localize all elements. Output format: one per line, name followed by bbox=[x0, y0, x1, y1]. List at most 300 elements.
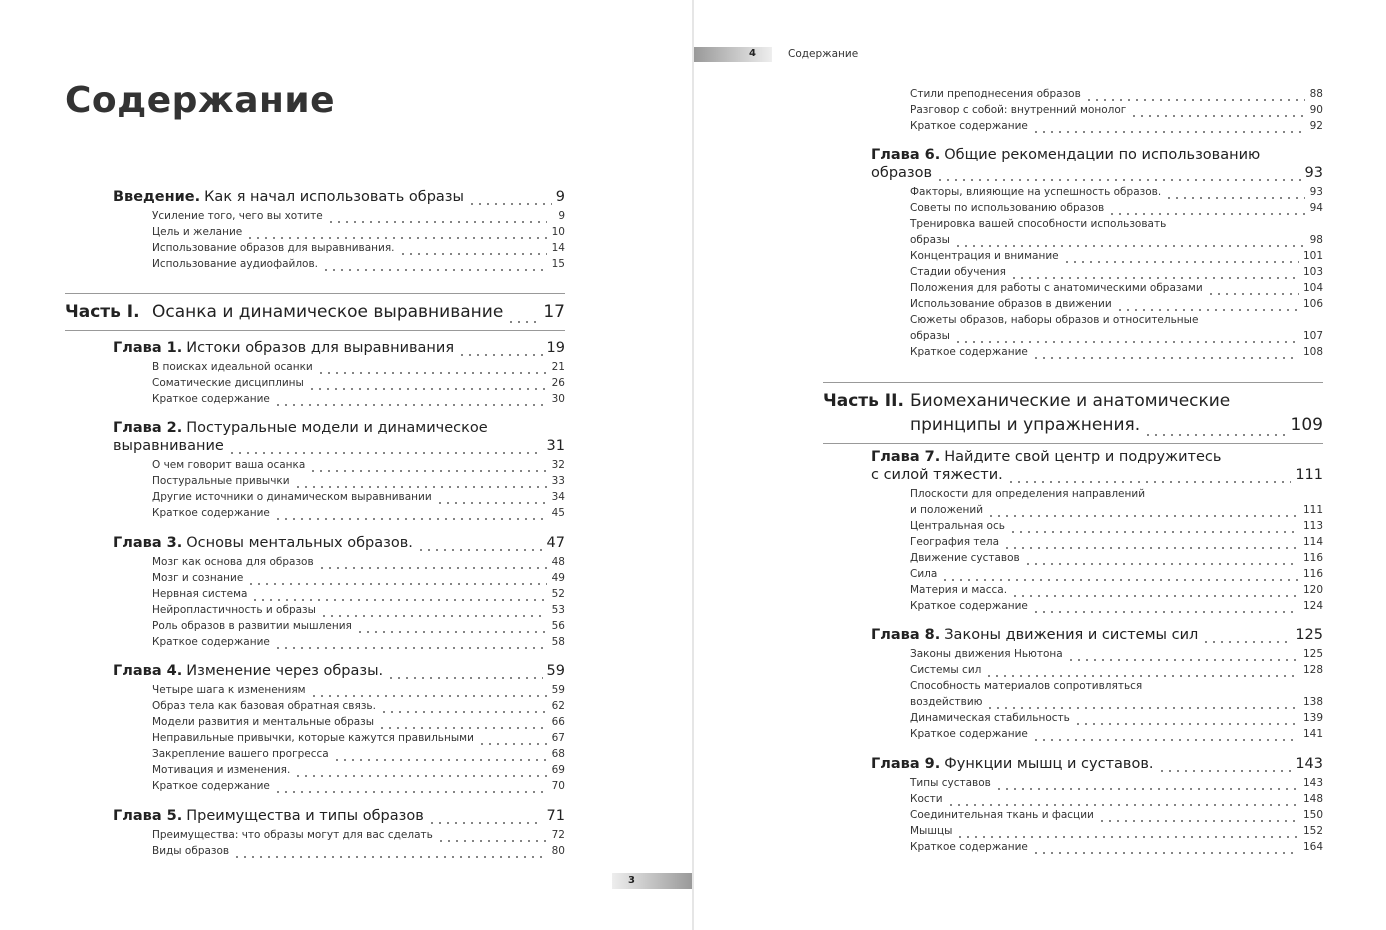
toc-section bbox=[910, 118, 1323, 134]
toc-section bbox=[910, 726, 1323, 742]
entry-title: Краткое содержание bbox=[910, 600, 1028, 612]
sub-line bbox=[910, 280, 1323, 296]
toc-section bbox=[910, 486, 1323, 518]
sub-line bbox=[910, 566, 1323, 582]
toc-section bbox=[152, 618, 565, 634]
page-number: 106 bbox=[1302, 298, 1323, 310]
toc-section bbox=[152, 762, 565, 778]
entry-title: Нервная система bbox=[152, 588, 248, 600]
entry-title: Типы суставов bbox=[910, 777, 991, 789]
entry-title: Преимущества и типы образов bbox=[186, 808, 424, 824]
entry-title: Сюжеты образов, наборы образов и относительные bbox=[910, 314, 1199, 326]
toc-section bbox=[152, 602, 565, 618]
entry-title: Стили преподнесения образов bbox=[910, 88, 1081, 100]
toc-section bbox=[152, 240, 565, 256]
page-number: 71 bbox=[546, 808, 565, 824]
toc-section bbox=[910, 710, 1323, 726]
toc-section bbox=[910, 248, 1323, 264]
right-page bbox=[694, 0, 1386, 930]
toc-section bbox=[910, 86, 1323, 102]
dot-leader bbox=[294, 769, 547, 778]
page-number: 111 bbox=[1302, 504, 1323, 516]
entry-title: Осанка и динамическое выравнивание bbox=[152, 302, 504, 322]
part-label: Часть I. bbox=[65, 302, 140, 322]
page-number: 93 bbox=[1304, 165, 1323, 181]
entry-title: Закрепление вашего прогресса bbox=[152, 748, 329, 760]
page-number: 34 bbox=[551, 491, 565, 503]
toc-chapter bbox=[871, 755, 1323, 855]
sub-line bbox=[152, 698, 565, 714]
page-number: 141 bbox=[1302, 728, 1323, 740]
page-number: 69 bbox=[551, 764, 565, 776]
sub-line bbox=[910, 216, 1323, 232]
entry-title: Краткое содержание bbox=[910, 841, 1028, 853]
sub-line bbox=[910, 726, 1323, 742]
entry-title: О чем говорит ваша осанка bbox=[152, 459, 306, 471]
page-number: 114 bbox=[1302, 536, 1323, 548]
dot-leader bbox=[954, 335, 1299, 344]
toc-section bbox=[910, 807, 1323, 823]
dot-leader bbox=[1010, 271, 1299, 280]
section-list bbox=[910, 775, 1323, 855]
sub-line bbox=[910, 86, 1323, 102]
sub-line bbox=[910, 344, 1323, 360]
toc-section bbox=[910, 566, 1323, 582]
dot-leader bbox=[274, 398, 547, 407]
entry-title: Преимущества: что образы могут для вас сделать bbox=[152, 829, 433, 841]
page-number: 47 bbox=[546, 535, 565, 551]
entry-title: Другие источники о динамическом выравнивании bbox=[152, 491, 432, 503]
entry-title: образы bbox=[910, 234, 950, 246]
page-number: 107 bbox=[1302, 330, 1323, 342]
page-number: 62 bbox=[551, 700, 565, 712]
entry-title: Функции мышц и суставов. bbox=[944, 756, 1154, 772]
page-number: 17 bbox=[543, 302, 565, 322]
page-number: 59 bbox=[546, 663, 565, 679]
page-number: 70 bbox=[551, 780, 565, 792]
page-number: 103 bbox=[1302, 266, 1323, 278]
toc-chapter bbox=[113, 339, 565, 407]
page-number: 88 bbox=[1309, 88, 1323, 100]
sub-line bbox=[152, 473, 565, 489]
ch-line bbox=[871, 755, 1323, 773]
dot-leader bbox=[274, 512, 547, 521]
dot-leader bbox=[987, 509, 1299, 518]
entry-label: Глава 5. bbox=[113, 808, 183, 824]
entry-title: Движение суставов bbox=[910, 552, 1020, 564]
entry-title: Советы по использованию образов bbox=[910, 202, 1105, 214]
toc-section bbox=[910, 823, 1323, 839]
page-number: 139 bbox=[1302, 712, 1323, 724]
dot-leader bbox=[1108, 207, 1305, 216]
entry-title: Использование образов для выравнивания. bbox=[152, 242, 395, 254]
dot-leader bbox=[1202, 632, 1291, 644]
entry-title: принципы и упражнения. bbox=[910, 415, 1141, 435]
pt-line bbox=[152, 300, 565, 324]
sub-line bbox=[910, 184, 1323, 200]
entry-title: Образ тела как базовая обратная связь. bbox=[152, 700, 376, 712]
toc-section bbox=[910, 518, 1323, 534]
sub-line bbox=[152, 827, 565, 843]
entry-label: Введение. bbox=[113, 189, 201, 205]
toc-chapter bbox=[113, 662, 565, 794]
dot-leader bbox=[986, 701, 1298, 710]
page-number: 138 bbox=[1302, 696, 1323, 708]
entry-title: Центральная ось bbox=[910, 520, 1005, 532]
dot-leader bbox=[1024, 557, 1299, 566]
page-number: 48 bbox=[551, 556, 565, 568]
dot-leader bbox=[274, 785, 547, 794]
page-number: 109 bbox=[1290, 415, 1323, 435]
sub-line bbox=[152, 208, 565, 224]
toc-section bbox=[152, 208, 565, 224]
page-number: 143 bbox=[1302, 777, 1323, 789]
entry-label: Глава 4. bbox=[113, 663, 183, 679]
sub-line bbox=[910, 807, 1323, 823]
toc-section bbox=[152, 586, 565, 602]
dot-leader bbox=[478, 737, 547, 746]
toc-section bbox=[152, 473, 565, 489]
entry-title: и положений bbox=[910, 504, 984, 516]
entry-title: Использование образов в движении bbox=[910, 298, 1112, 310]
toc-chapter bbox=[871, 626, 1323, 742]
sub-line bbox=[152, 256, 565, 272]
entry-title: образы bbox=[910, 330, 950, 342]
sub-line bbox=[910, 791, 1323, 807]
sub-line bbox=[910, 662, 1323, 678]
dot-leader bbox=[437, 834, 547, 843]
page-number: 31 bbox=[546, 438, 565, 454]
page-number: 56 bbox=[551, 620, 565, 632]
entry-title: Краткое содержание bbox=[152, 393, 270, 405]
sub-line bbox=[152, 586, 565, 602]
entry-title: Факторы, влияющие на успешность образов. bbox=[910, 186, 1162, 198]
toc-section bbox=[152, 457, 565, 473]
sub-line bbox=[910, 694, 1323, 710]
ch-line bbox=[871, 146, 1323, 164]
entry-title: Плоскости для определения направлений bbox=[910, 488, 1146, 500]
dot-leader bbox=[1063, 255, 1299, 264]
sub-line bbox=[152, 778, 565, 794]
entry-label: Глава 1. bbox=[113, 340, 183, 356]
dot-leader bbox=[1007, 472, 1292, 484]
entry-label: Глава 7. bbox=[871, 449, 941, 465]
entry-title: Роль образов в развитии мышления bbox=[152, 620, 352, 632]
sub-line bbox=[910, 534, 1323, 550]
section-list bbox=[152, 208, 565, 272]
toc-section bbox=[910, 550, 1323, 566]
page-number: 104 bbox=[1302, 282, 1323, 294]
sub-line bbox=[152, 602, 565, 618]
dot-leader bbox=[387, 668, 542, 680]
entry-title: Кости bbox=[910, 793, 943, 805]
toc-section bbox=[152, 698, 565, 714]
dot-leader bbox=[327, 215, 547, 224]
entry-title: Постуральные модели и динамическое bbox=[186, 420, 488, 436]
page-number: 94 bbox=[1309, 202, 1323, 214]
toc-section bbox=[910, 775, 1323, 791]
page-number: 52 bbox=[551, 588, 565, 600]
dot-leader bbox=[417, 540, 543, 552]
dot-leader bbox=[310, 689, 547, 698]
entry-title: образов bbox=[871, 165, 933, 181]
entry-title: Законы движения Ньютона bbox=[910, 648, 1063, 660]
ch-line bbox=[113, 437, 565, 455]
dot-leader bbox=[941, 573, 1299, 582]
toc-section bbox=[910, 791, 1323, 807]
sub-line bbox=[910, 678, 1323, 694]
dot-leader bbox=[308, 382, 547, 391]
entry-label: Глава 9. bbox=[871, 756, 941, 772]
page-number: 92 bbox=[1309, 120, 1323, 132]
dot-leader bbox=[378, 721, 547, 730]
dot-leader bbox=[1144, 427, 1286, 437]
part-body bbox=[152, 300, 565, 324]
toc-section bbox=[910, 839, 1323, 855]
dot-leader bbox=[1085, 93, 1305, 102]
sub-line bbox=[152, 375, 565, 391]
entry-title: Тренировка вашей способности использовать bbox=[910, 218, 1167, 230]
entry-title: Соматические дисциплины bbox=[152, 377, 304, 389]
entry-title: Краткое содержание bbox=[152, 507, 270, 519]
ch-line bbox=[871, 626, 1323, 644]
sub-line bbox=[152, 554, 565, 570]
toc-section bbox=[910, 216, 1323, 248]
toc-section bbox=[152, 391, 565, 407]
page-number: 148 bbox=[1302, 793, 1323, 805]
page-number: 164 bbox=[1302, 841, 1323, 853]
toc-section bbox=[152, 505, 565, 521]
part-body bbox=[910, 389, 1323, 437]
page-number: 150 bbox=[1302, 809, 1323, 821]
sub-line bbox=[910, 232, 1323, 248]
left-page bbox=[0, 0, 692, 930]
sub-line bbox=[910, 710, 1323, 726]
toc-section bbox=[910, 184, 1323, 200]
page-number: 90 bbox=[1309, 104, 1323, 116]
page-number: 116 bbox=[1302, 568, 1323, 580]
page-number: 101 bbox=[1302, 250, 1323, 262]
dot-leader bbox=[468, 194, 552, 206]
dot-leader bbox=[1116, 303, 1299, 312]
entry-label: Глава 8. bbox=[871, 627, 941, 643]
sub-line bbox=[152, 240, 565, 256]
sub-line bbox=[152, 359, 565, 375]
toc-section bbox=[152, 375, 565, 391]
page-number: 26 bbox=[551, 377, 565, 389]
dot-leader bbox=[246, 231, 547, 240]
dot-leader bbox=[995, 782, 1299, 791]
sub-line bbox=[910, 502, 1323, 518]
ch-line bbox=[113, 339, 565, 357]
dot-leader bbox=[1032, 733, 1299, 742]
section-list bbox=[152, 457, 565, 521]
dot-leader bbox=[228, 443, 543, 455]
dot-leader bbox=[507, 314, 539, 324]
toc-section bbox=[910, 582, 1323, 598]
entry-title: Краткое содержание bbox=[152, 780, 270, 792]
sub-line bbox=[910, 839, 1323, 855]
sub-line bbox=[910, 646, 1323, 662]
toc-section bbox=[910, 264, 1323, 280]
entry-title: Мозг и сознание bbox=[152, 572, 244, 584]
entry-title: Модели развития и ментальные образы bbox=[152, 716, 375, 728]
toc-chapter bbox=[871, 448, 1323, 614]
ch-line bbox=[113, 662, 565, 680]
sub-line bbox=[910, 550, 1323, 566]
toc-section bbox=[910, 102, 1323, 118]
page-number: 125 bbox=[1302, 648, 1323, 660]
section-list bbox=[152, 359, 565, 407]
sub-line bbox=[910, 312, 1323, 328]
dot-leader bbox=[309, 464, 547, 473]
toc-section bbox=[910, 312, 1323, 344]
header-bar bbox=[694, 47, 772, 62]
dot-leader bbox=[936, 170, 1301, 182]
dot-leader bbox=[1009, 525, 1299, 534]
page-number: 93 bbox=[1309, 186, 1323, 198]
page-number: 128 bbox=[1302, 664, 1323, 676]
entry-title: Сила bbox=[910, 568, 938, 580]
dot-leader bbox=[1158, 761, 1292, 773]
folio-bar bbox=[612, 873, 692, 889]
sub-line bbox=[152, 714, 565, 730]
ch-line bbox=[113, 534, 565, 552]
sub-line bbox=[910, 328, 1323, 344]
entry-title: Мышцы bbox=[910, 825, 953, 837]
entry-title: воздействию bbox=[910, 696, 983, 708]
ch-line bbox=[113, 419, 565, 437]
page-number: 111 bbox=[1295, 467, 1323, 483]
dot-leader bbox=[1011, 589, 1299, 598]
sub-line bbox=[910, 296, 1323, 312]
dot-leader bbox=[1130, 109, 1305, 118]
entry-label: Глава 6. bbox=[871, 147, 941, 163]
section-list bbox=[910, 646, 1323, 742]
page-number: 152 bbox=[1302, 825, 1323, 837]
ch-line bbox=[871, 164, 1323, 182]
dot-leader bbox=[247, 577, 547, 586]
toc-section bbox=[910, 598, 1323, 614]
dot-leader bbox=[458, 345, 542, 357]
running-header: Содержание bbox=[788, 48, 859, 60]
dot-leader bbox=[380, 705, 547, 714]
page-number: 10 bbox=[551, 226, 565, 238]
dot-leader bbox=[1207, 287, 1299, 296]
entry-title: Соединительная ткань и фасции bbox=[910, 809, 1094, 821]
dot-leader bbox=[320, 609, 547, 618]
dot-leader bbox=[322, 263, 547, 272]
entry-title: Краткое содержание bbox=[152, 636, 270, 648]
sub-line bbox=[910, 118, 1323, 134]
page-number: 108 bbox=[1302, 346, 1323, 358]
ch-line bbox=[871, 466, 1323, 484]
page-number: 116 bbox=[1302, 552, 1323, 564]
toc-section bbox=[152, 359, 565, 375]
entry-title: с силой тяжести. bbox=[871, 467, 1003, 483]
section-list bbox=[910, 486, 1323, 614]
page-number: 53 bbox=[551, 604, 565, 616]
header-page-number: 4 bbox=[749, 48, 756, 59]
sub-line bbox=[152, 618, 565, 634]
page-number: 124 bbox=[1302, 600, 1323, 612]
toc-section bbox=[910, 344, 1323, 360]
page-number: 98 bbox=[1309, 234, 1323, 246]
entry-title: Биомеханические и анатомические bbox=[910, 391, 1231, 411]
toc-part bbox=[65, 293, 565, 331]
sub-line bbox=[910, 248, 1323, 264]
dot-leader bbox=[436, 496, 547, 505]
entry-title: Истоки образов для выравнивания bbox=[186, 340, 455, 356]
page-number: 58 bbox=[551, 636, 565, 648]
toc-chapter bbox=[113, 188, 565, 272]
sub-line bbox=[152, 730, 565, 746]
toc-chapter bbox=[113, 534, 565, 650]
pt-line bbox=[910, 389, 1323, 413]
entry-title: Концентрация и внимание bbox=[910, 250, 1059, 262]
toc-section bbox=[910, 678, 1323, 710]
toc-section bbox=[152, 570, 565, 586]
entry-title: выравнивание bbox=[113, 438, 224, 454]
dot-leader bbox=[356, 625, 547, 634]
toc-section bbox=[910, 200, 1323, 216]
section-list bbox=[152, 554, 565, 650]
toc-section bbox=[152, 827, 565, 843]
entry-title: Цель и желание bbox=[152, 226, 243, 238]
page-number: 49 bbox=[551, 572, 565, 584]
dot-leader bbox=[428, 813, 543, 825]
dot-leader bbox=[1003, 541, 1299, 550]
sub-line bbox=[152, 391, 565, 407]
page-number: 67 bbox=[551, 732, 565, 744]
page-number: 113 bbox=[1302, 520, 1323, 532]
entry-label: Глава 3. bbox=[113, 535, 183, 551]
ch-line bbox=[113, 807, 565, 825]
dot-leader bbox=[985, 669, 1299, 678]
entry-title: Как я начал использовать образы bbox=[204, 189, 464, 205]
sub-line bbox=[152, 505, 565, 521]
sub-line bbox=[910, 102, 1323, 118]
sub-line bbox=[910, 486, 1323, 502]
folio-page-number: 3 bbox=[628, 875, 635, 886]
page-number: 72 bbox=[551, 829, 565, 841]
sub-line bbox=[910, 200, 1323, 216]
sub-line bbox=[152, 843, 565, 859]
toc-continued-sections bbox=[871, 86, 1323, 134]
sub-line bbox=[910, 775, 1323, 791]
dot-leader bbox=[956, 830, 1299, 839]
dot-leader bbox=[1032, 125, 1305, 134]
entry-title: Общие рекомендации по использованию bbox=[944, 147, 1261, 163]
page-number: 80 bbox=[551, 845, 565, 857]
entry-label: Глава 2. bbox=[113, 420, 183, 436]
page-number: 14 bbox=[551, 242, 565, 254]
entry-title: Четыре шага к изменениям bbox=[152, 684, 306, 696]
toc-section bbox=[152, 489, 565, 505]
sub-line bbox=[152, 224, 565, 240]
entry-title: Краткое содержание bbox=[910, 728, 1028, 740]
part-label: Часть II. bbox=[823, 391, 904, 411]
toc-section bbox=[152, 224, 565, 240]
dot-leader bbox=[1067, 653, 1299, 662]
toc-section bbox=[152, 843, 565, 859]
dot-leader bbox=[954, 239, 1305, 248]
page-number: 66 bbox=[551, 716, 565, 728]
entry-title: Разговор с собой: внутренний монолог bbox=[910, 104, 1127, 116]
page-number: 33 bbox=[551, 475, 565, 487]
page-number: 143 bbox=[1295, 756, 1323, 772]
entry-title: Неправильные привычки, которые кажутся правильными bbox=[152, 732, 474, 744]
